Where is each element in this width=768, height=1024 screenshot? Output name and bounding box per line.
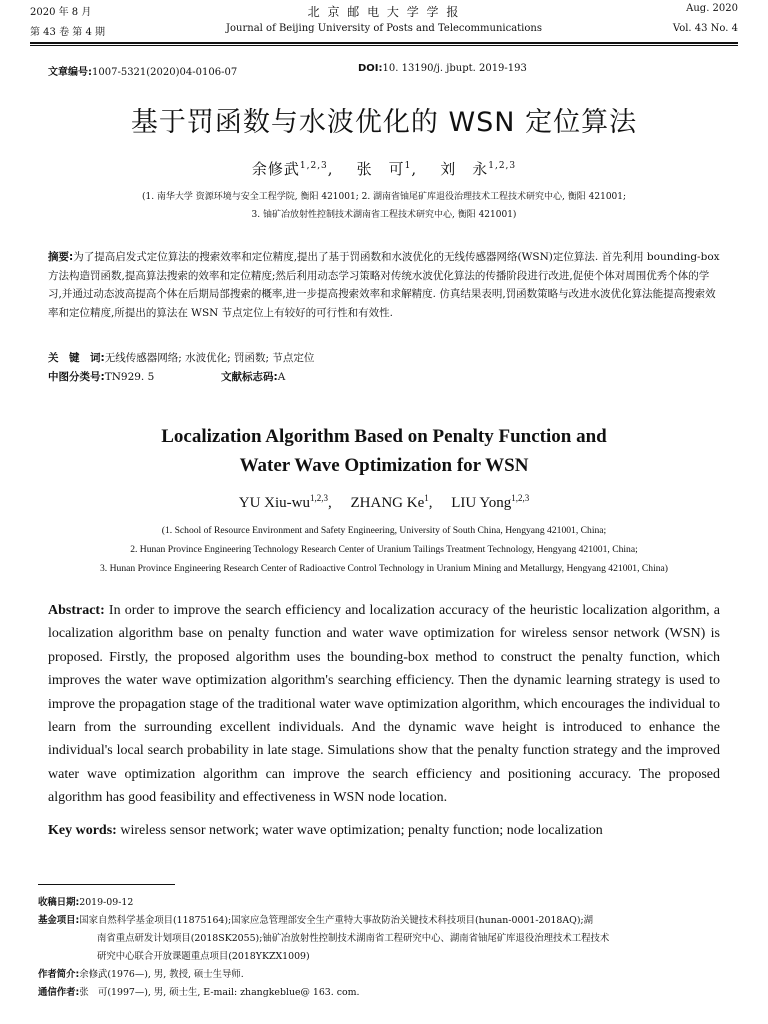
issue-date-cn: 2020 年 8 月 [30, 7, 92, 18]
journal-name-en: Journal of Beijing University of Posts and Telecommunications [226, 23, 542, 34]
affiliation-en-3: 3. Hunan Province Engineering Research Center of Radioactive Control Technology in Uranium Mining and Metallurgy, Hengyang 421001, China) [100, 563, 668, 574]
volume-en: Vol. 43 No. 4 [672, 23, 738, 34]
classification-cn: 中图分类号:TN929. 5 文献标志码:A [48, 371, 286, 383]
journal-name-cn: 北 京 邮 电 大 学 学 报 [307, 5, 461, 19]
footnote-received: 收稿日期:2019-09-12 [38, 897, 134, 908]
author-en: YU Xiu-wu [238, 495, 310, 511]
affiliation-cn-1: (1. 南华大学 资源环境与安全工程学院, 衡阳 421001; 2. 湖南省铀尾矿库退役治理技术工程技术研究中心, 衡阳 421001; [141, 192, 627, 202]
keywords-en: Key words: wireless sensor network; water wave optimization; penalty function; node localization [48, 823, 603, 838]
doi: DOI:10. 13190/j. jbupt. 2019-193 [358, 63, 527, 74]
affiliation-en-1: (1. School of Resource Environment and Safety Engineering, University of South China, Hengyang 421001, China; [161, 525, 607, 536]
author-en: ZHANG Ke [350, 495, 425, 511]
author-cn: 刘 永 [440, 160, 489, 178]
author-cn: 余修武 [251, 160, 300, 178]
footnote-rule [38, 884, 175, 885]
header-rule-thin [30, 45, 738, 46]
footnote-author-bio: 作者简介:余修武(1976—), 男, 教授, 硕士生导师. [38, 969, 244, 980]
affiliation-cn-2: 3. 铀矿冶放射性控制技术湖南省工程技术研究中心, 衡阳 421001) [251, 210, 517, 220]
issue-date-en: Aug. 2020 [686, 3, 738, 14]
footnote-corresponding: 通信作者:张 可(1997—), 男, 硕士生, E-mail: zhangkeblue@ 163. com. [38, 987, 360, 998]
abstract-cn: 摘要:为了提高启发式定位算法的搜索效率和定位精度,提出了基于罚函数和水波优化的无线传感器网络(WSN)定位算法. 首先利用 bounding-box 方法构造罚函数,提高算法搜索的效率和定位精度;然后利用动态学习策略对传统水波优化算法的传播阶段进行改进,促使个体对周围优秀个体的学习,并通过动态波高提高个体在后期局部搜索的概率,进一步提高搜索效率和求解精度. 仿真结果表明,罚函数策略与改进水波优化算法能提高搜索效率和定位精度,所提出的算法在 WSN 节点定位上有较好的可行性和有效性. [48, 251, 720, 319]
keywords-cn: 关 键 词:无线传感器网络; 水波优化; 罚函数; 节点定位 [48, 352, 315, 364]
footnote-funding: 基金项目:国家自然科学基金项目(11875164);国家应急管理部安全生产重特大事故防治关键技术科技项目(hunan-0001-2018AQ);湖 南省重点研发计划项目(2018SK2055);铀矿冶放射性控制技术湖南省工程研究中心、湖南省铀尾矿库退役治理技术工程技术 研究中心联合开放课题重点项目(2018YKZX1009) [38, 915, 610, 962]
authors-cn: 余修武$^{1,2,3}$, 张 可$^1$, 刘 永$^{1,2,3}$ [251, 160, 517, 178]
author-cn: 张 可 [356, 160, 405, 178]
article-number: 文章编号:1007-5321(2020)04-0106-07 [48, 67, 238, 78]
affiliation-en-2: 2. Hunan Province Engineering Technology Research Center of Uranium Tailings Treatment Technology, Hengyang 421001, China; [130, 544, 638, 555]
title-en: Localization Algorithm Based on Penalty Function and Water Wave Optimization for WSN [161, 426, 607, 476]
header-rule [30, 42, 738, 44]
abstract-en: Abstract: In order to improve the search efficiency and localization accuracy of the heuristic localization algorithm, a localization algorithm base on penalty function and water wave optimization for wireless sensor network (WSN) is proposed. Firstly, the proposed algorithm uses the bounding-box method to construct the penalty function, which improves the water wave optimization algorithm's searching efficiency. Then the dynamic learning strategy is used to improve the propagation stage of the traditional water wave optimization algorithm, which encourages the individual to learn from the surrounding excellent individuals. And the dynamic wave height is introduced to enhance the individual's local search probability in late stage. Simulations show that the penalty function strategy and the improved water wave optimization algorithm can improve the search efficiency and positioning accuracy. The proposed algorithm has good feasibility and effectiveness in WSN node location. [48, 603, 720, 806]
volume-cn: 第 43 卷 第 4 期 [30, 27, 105, 38]
title-cn: 基于罚函数与水波优化的 WSN 定位算法 [130, 107, 638, 138]
authors-en: YU Xiu-wu$^{1,2,3}$, ZHANG Ke$^1$, LIU Yong$^{1,2,3}$ [238, 493, 530, 511]
author-en: LIU Yong [451, 495, 512, 511]
